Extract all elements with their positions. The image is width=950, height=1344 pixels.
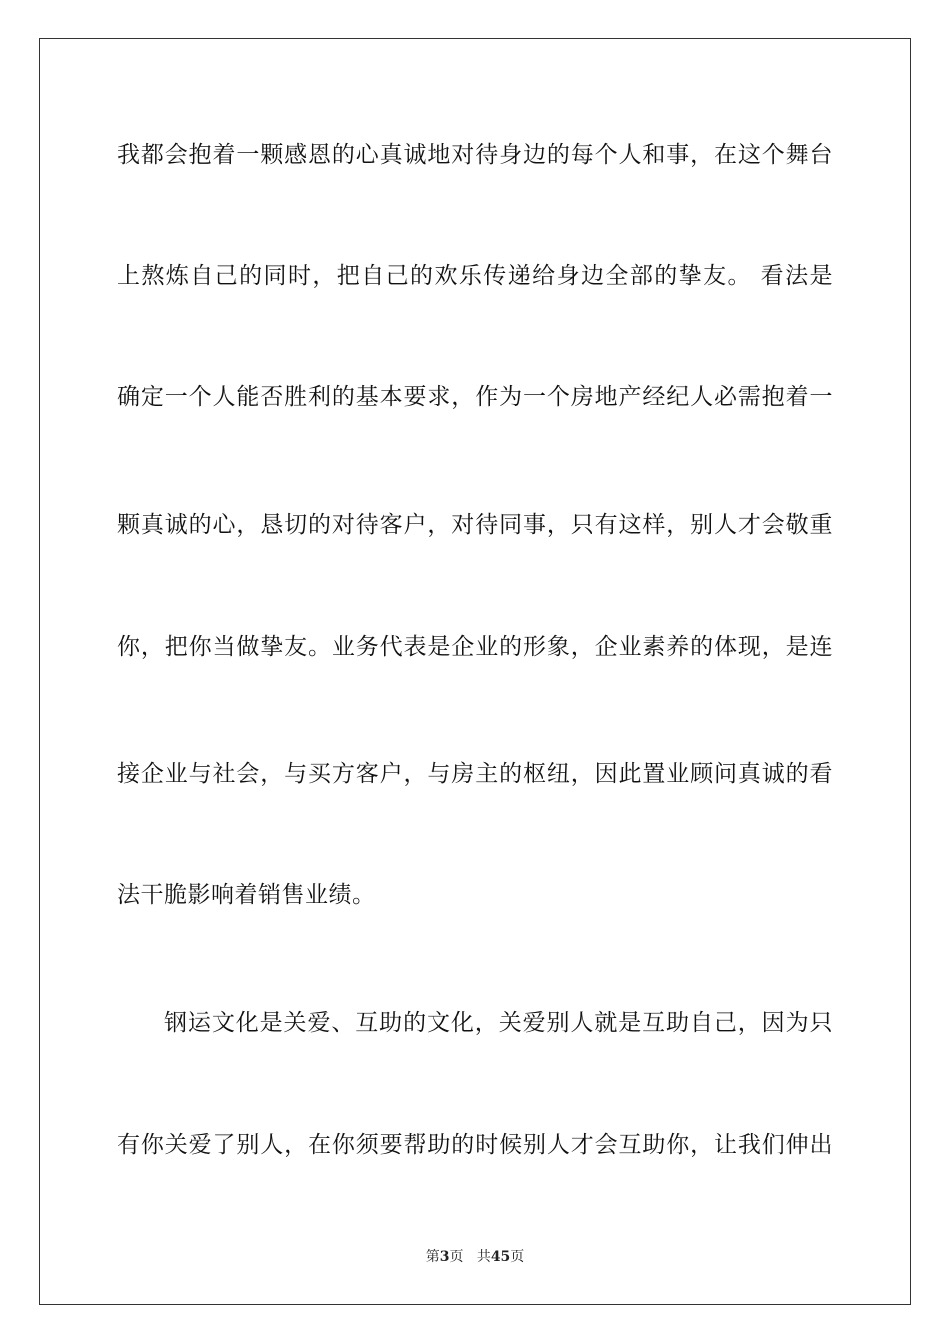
page-suffix: 页 [449,1249,464,1265]
paragraph-line: 确定一个人能否胜利的基本要求，作为一个房地产经纪人必需抱着一 [117,384,833,410]
page-number: 3 [439,1249,450,1265]
total-suffix: 页 [510,1249,525,1265]
paragraph-line: 你，把你当做挚友。业务代表是企业的形象，企业素养的体现，是连 [117,634,833,660]
paragraph-line: 钢运文化是关爱、互助的文化，关爱别人就是互助自己，因为只 [164,1010,833,1036]
paragraph-line: 我都会抱着一颗感恩的心真诚地对待身边的每个人和事，在这个舞台 [117,142,833,168]
page-prefix: 第 [425,1249,440,1265]
paragraph-line: 上熬炼自己的同时，把自己的欢乐传递给身边全部的挚友。 看法是 [117,263,833,289]
paragraph-line: 有你关爱了别人，在你须要帮助的时候别人才会互助你，让我们伸出 [117,1132,833,1158]
page-footer [0,1248,950,1266]
total-prefix: 共 [476,1249,491,1265]
paragraph-line: 颗真诚的心，恳切的对待客户，对待同事，只有这样，别人才会敬重 [117,512,833,538]
total-pages: 45 [490,1249,511,1265]
paragraph-line: 接企业与社会，与买方客户，与房主的枢纽，因此置业顾问真诚的看 [117,761,833,787]
paragraph-line: 法干脆影响着销售业绩。 [117,882,376,908]
